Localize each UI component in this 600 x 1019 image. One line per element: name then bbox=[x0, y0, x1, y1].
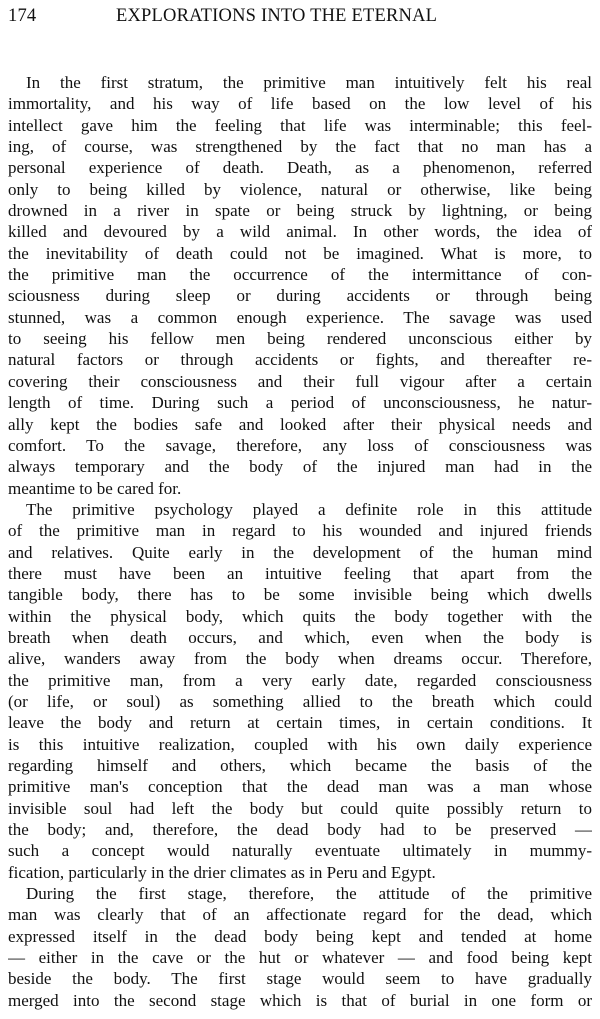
text-line: and relatives. Quite early in the development of the human mind bbox=[8, 542, 592, 562]
text-line: there must have been an intuitive feeling that apart from the bbox=[8, 563, 592, 583]
text-line: length of time. During such a period of unconsciousness, he natur- bbox=[8, 393, 592, 413]
text-line: fication, particularly in the drier climates as in Peru and Egypt. bbox=[8, 862, 436, 882]
text-line: personal experience of death. Death, as a phenomenon, referred bbox=[8, 158, 592, 178]
text-line: breath when death occurs, and which, even when the body is bbox=[8, 627, 592, 647]
text-line: of the primitive man in regard to his wounded and injured friends bbox=[8, 521, 592, 541]
paragraph-2 bbox=[8, 499, 592, 883]
paragraph-1 bbox=[8, 72, 592, 499]
text-line: regarding himself and others, which became the basis of the bbox=[8, 756, 592, 775]
text-line: natural factors or through accidents or fights, and thereafter re- bbox=[8, 350, 592, 370]
text-line: invisible soul had left the body but could quite possibly return to bbox=[8, 798, 592, 818]
text-line: killed and devoured by a wild animal. In other words, the idea of bbox=[8, 222, 592, 242]
text-line: covering their consciousness and their full vigour after a certain bbox=[8, 371, 592, 391]
text-line: the primitive man the occurrence of the intermittance of con- bbox=[8, 265, 592, 285]
text-line: man was clearly that of an affectionate regard for the dead, which bbox=[8, 905, 592, 925]
page-number: 174 bbox=[8, 6, 37, 26]
text-line: immortality, and his way of life based on the low level of his bbox=[8, 94, 592, 114]
text-line: only to being killed by violence, natural or otherwise, like being bbox=[8, 179, 592, 199]
text-line: In the first stratum, the primitive man intuitively felt his real bbox=[26, 73, 592, 92]
text-line: ally kept the bodies safe and looked after their physical needs and bbox=[8, 414, 592, 434]
text-line: comfort. To the savage, therefore, any loss of consciousness was bbox=[8, 435, 592, 455]
text-line: leave the body and return at certain times, in certain conditions. It bbox=[8, 713, 592, 733]
text-line: drowned in a river in spate or being struck by lightning, or being bbox=[8, 201, 592, 221]
text-line: such a concept would naturally eventuate ultimately in mummy- bbox=[8, 841, 592, 861]
text-line: merged into the second stage which is that of burial in one form or bbox=[8, 990, 592, 1010]
text-line: ing, of course, was strengthened by the fact that no man has a bbox=[8, 137, 592, 157]
text-line: sciousness during sleep or during accidents or through being bbox=[8, 286, 592, 306]
text-line: the primitive man, from a very early date, regarded consciousness bbox=[8, 670, 592, 690]
body-text bbox=[8, 72, 592, 1011]
text-line: the body; and, therefore, the dead body had to be preserved — bbox=[8, 820, 592, 840]
text-line: is this intuitive realization, coupled with his own daily experience bbox=[8, 734, 592, 754]
text-line: (or life, or soul) as something allied to the breath which could bbox=[8, 691, 592, 711]
text-line: intellect gave him the feeling that life was interminable; this feel- bbox=[8, 115, 592, 135]
book-title: EXPLORATIONS INTO THE ETERNAL bbox=[116, 6, 438, 26]
text-line: alive, wanders away from the body when dreams occur. Therefore, bbox=[8, 649, 592, 669]
text-line: the inevitability of death could not be imagined. What is more, to bbox=[8, 243, 592, 263]
text-line: During the first stage, therefore, the attitude of the primitive bbox=[26, 884, 592, 904]
paragraph-3 bbox=[8, 883, 592, 1011]
text-line: always temporary and the body of the injured man had in the bbox=[8, 457, 592, 477]
text-line: within the physical body, which quits the body together with the bbox=[8, 606, 592, 626]
text-line: primitive man's conception that the dead man was a man whose bbox=[8, 777, 592, 797]
text-line: expressed itself in the dead body being kept and tended at home bbox=[8, 926, 592, 946]
text-line: The primitive psychology played a definite role in this attitude bbox=[26, 499, 592, 519]
text-line: to seeing his fellow men being rendered unconscious either by bbox=[8, 329, 592, 349]
text-line: — either in the cave or the hut or whatever — and food being kept bbox=[8, 948, 592, 968]
text-line: tangible body, there has to be some invisible being which dwells bbox=[8, 585, 592, 605]
text-line: meantime to be cared for. bbox=[8, 478, 182, 498]
running-header bbox=[8, 2, 568, 30]
text-line: beside the body. The first stage would seem to have gradually bbox=[8, 969, 592, 989]
text-line: stunned, was a common enough experience. The savage was used bbox=[8, 307, 592, 327]
